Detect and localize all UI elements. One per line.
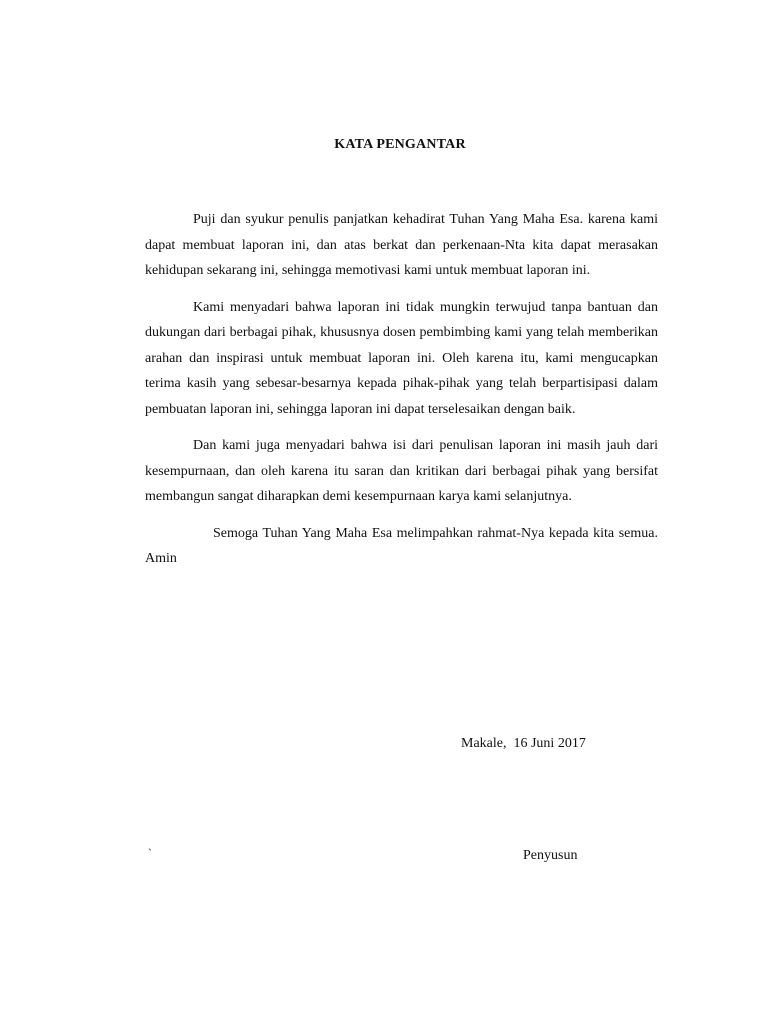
body-text <box>145 207 658 583</box>
paragraph-acknowledgement: Kami menyadari bahwa laporan ini tidak mungkin terwujud tanpa bantuan dan dukungan dari berbagai pihak, khususnya dosen pembimbing kami yang telah memberikan arahan dan inspirasi untuk membuat laporan ini. Oleh karena itu, kami mengucapkan terima kasih yang sebesar-besarnya kepada pihak-pihak yang telah berpartisipasi dalam pembuatan laporan ini, sehingga laporan ini dapat terselesaikan dengan baik. <box>145 299 658 417</box>
page-title: KATA PENGANTAR <box>334 137 466 152</box>
paragraph-closing: Semoga Tuhan Yang Maha Esa melimpahkan rahmat-Nya kepada kita semua. Amin <box>145 525 658 566</box>
place-date: Makale, 16 Juni 2017 <box>461 736 586 751</box>
paragraph-opening: Puji dan syukur penulis panjatkan kehadirat Tuhan Yang Maha Esa. karena kami dapat membuat laporan ini, dan atas berkat dan perkenaan-Nta kita dapat merasakan kehidupan sekarang ini, sehingga memotivasi kami untuk membuat laporan ini. <box>145 212 658 278</box>
stray-mark: ` <box>148 846 152 860</box>
signer-label: Penyusun <box>523 848 578 863</box>
paragraph-limitations: Dan kami juga menyadari bahwa isi dari penulisan laporan ini masih jauh dari kesempurnaan, dan oleh karena itu saran dan kritikan dari berbagai pihak yang bersifat membangun sangat diharapkan demi kesempurnaan karya kami selanjutnya. <box>145 438 658 504</box>
